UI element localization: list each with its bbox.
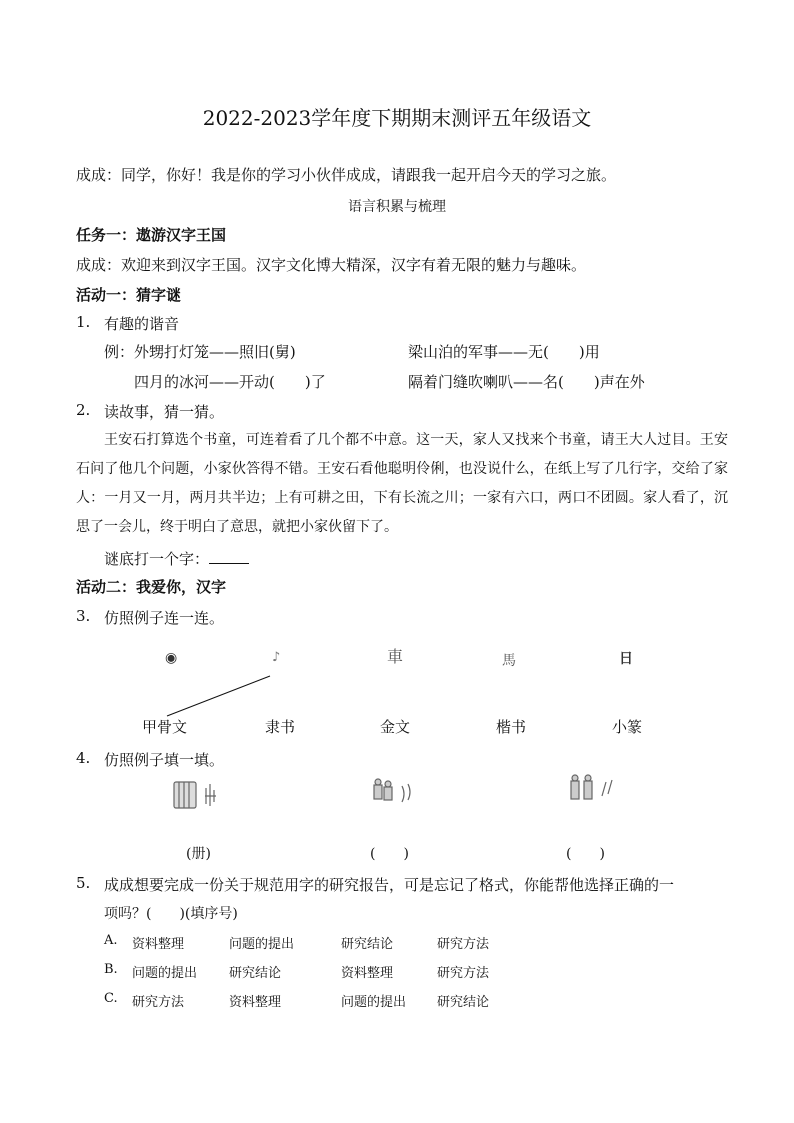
task1-heading: 任务一：遨游汉字王国 bbox=[76, 226, 227, 244]
script-label-oracle[interactable]: 甲骨文 bbox=[142, 718, 188, 736]
bronze-glyph[interactable]: 車 bbox=[387, 647, 404, 666]
activity1-heading: 活动一：猜字谜 bbox=[76, 286, 182, 304]
q4-answer-example: (册) bbox=[186, 846, 211, 862]
q5-text: 成成想要完成一份关于规范用字的研究报告，可是忘记了格式，你能帮他选择正确的一 bbox=[104, 876, 675, 894]
q4-number: 4. bbox=[76, 749, 91, 767]
script-label-seal[interactable]: 小篆 bbox=[612, 718, 643, 736]
q1-item-b[interactable]: 梁山泊的军事——无( )用 bbox=[408, 343, 600, 361]
option-item: 资料整理 bbox=[229, 995, 282, 1010]
option-item: 问题的提出 bbox=[341, 995, 407, 1010]
regular-glyph[interactable]: 馬 bbox=[502, 653, 516, 669]
q2-text: 读故事，猜一猜。 bbox=[104, 403, 225, 421]
q1-item-d[interactable]: 隔着门缝吹喇叭——名( )声在外 bbox=[408, 373, 645, 391]
riddle-answer-label: 谜底打一个字： bbox=[104, 550, 210, 568]
option-item: 资料整理 bbox=[341, 966, 394, 981]
page-title: 2022-2023学年度下期期末测评五年级语文 bbox=[202, 106, 592, 130]
clerical-glyph[interactable]: ♪ bbox=[272, 650, 281, 665]
option-item: 研究结论 bbox=[229, 966, 282, 981]
option-item: 问题的提出 bbox=[132, 966, 198, 981]
q4-text: 仿照例子填一填。 bbox=[104, 751, 225, 769]
figures-picture-1 bbox=[368, 776, 420, 810]
script-label-bronze[interactable]: 金文 bbox=[380, 718, 411, 736]
option-letter: B. bbox=[104, 962, 118, 977]
story-paragraph: 王安石打算选个书童，可连着看了几个都不中意。这一天，家人又找来个书童，请王大人过目。王安石问了他几个问题，小家伙答得不错。王安石看他聪明伶俐，也没说什么，在纸上写了几行字，交给了家人：一月又一月，两月共半边；上有可耕之田，下有长流之川；一家有六口，两口不团圆。家人看了，沉思了一会儿，终于明白了意思，就把小家伙留下了。 bbox=[76, 432, 728, 535]
option-letter: A. bbox=[104, 933, 118, 948]
option-item: 问题的提出 bbox=[229, 937, 295, 952]
figures-picture-2 bbox=[566, 772, 626, 808]
q1-text: 有趣的谐音 bbox=[104, 315, 180, 333]
option-item: 研究方法 bbox=[132, 995, 185, 1010]
bamboo-slips-picture bbox=[172, 778, 228, 812]
q3-number: 3. bbox=[76, 607, 91, 625]
activity2-heading: 活动二：我爱你，汉字 bbox=[76, 578, 227, 596]
q1-item-c[interactable]: 四月的冰河——开动( )了 bbox=[134, 373, 326, 391]
option-item: 研究结论 bbox=[437, 995, 490, 1010]
option-item: 研究结论 bbox=[341, 937, 394, 952]
q1-item-example: 例：外甥打灯笼——照旧(舅) bbox=[104, 343, 296, 361]
script-label-regular[interactable]: 楷书 bbox=[496, 718, 527, 736]
q1-number: 1. bbox=[76, 313, 91, 331]
section-heading: 语言积累与梳理 bbox=[348, 199, 446, 215]
seal-glyph[interactable]: 日 bbox=[619, 651, 633, 667]
option-item: 资料整理 bbox=[132, 937, 185, 952]
task1-intro: 成成：欢迎来到汉字王国。汉字文化博大精深，汉字有着无限的魅力与趣味。 bbox=[76, 256, 587, 274]
q5-option-c[interactable] bbox=[0, 991, 794, 1011]
q4-answer-2[interactable]: ( ) bbox=[370, 846, 409, 862]
intro-text: 成成：同学，你好！我是你的学习小伙伴成成，请跟我一起开启今天的学习之旅。 bbox=[76, 166, 617, 184]
q5-number: 5. bbox=[76, 874, 91, 892]
option-item: 研究方法 bbox=[437, 966, 490, 981]
q5-option-b[interactable] bbox=[0, 962, 794, 982]
oracle-bone-glyph[interactable]: ◉ bbox=[165, 650, 178, 666]
q5-text-cont[interactable]: 项吗？( )(填序号) bbox=[104, 906, 238, 922]
option-item: 研究方法 bbox=[437, 937, 490, 952]
option-letter: C. bbox=[104, 991, 118, 1006]
script-label-clerical[interactable]: 隶书 bbox=[265, 718, 296, 736]
q5-option-a[interactable] bbox=[0, 933, 794, 953]
q2-number: 2. bbox=[76, 401, 91, 419]
q3-text: 仿照例子连一连。 bbox=[104, 609, 225, 627]
q4-answer-3[interactable]: ( ) bbox=[566, 846, 605, 862]
